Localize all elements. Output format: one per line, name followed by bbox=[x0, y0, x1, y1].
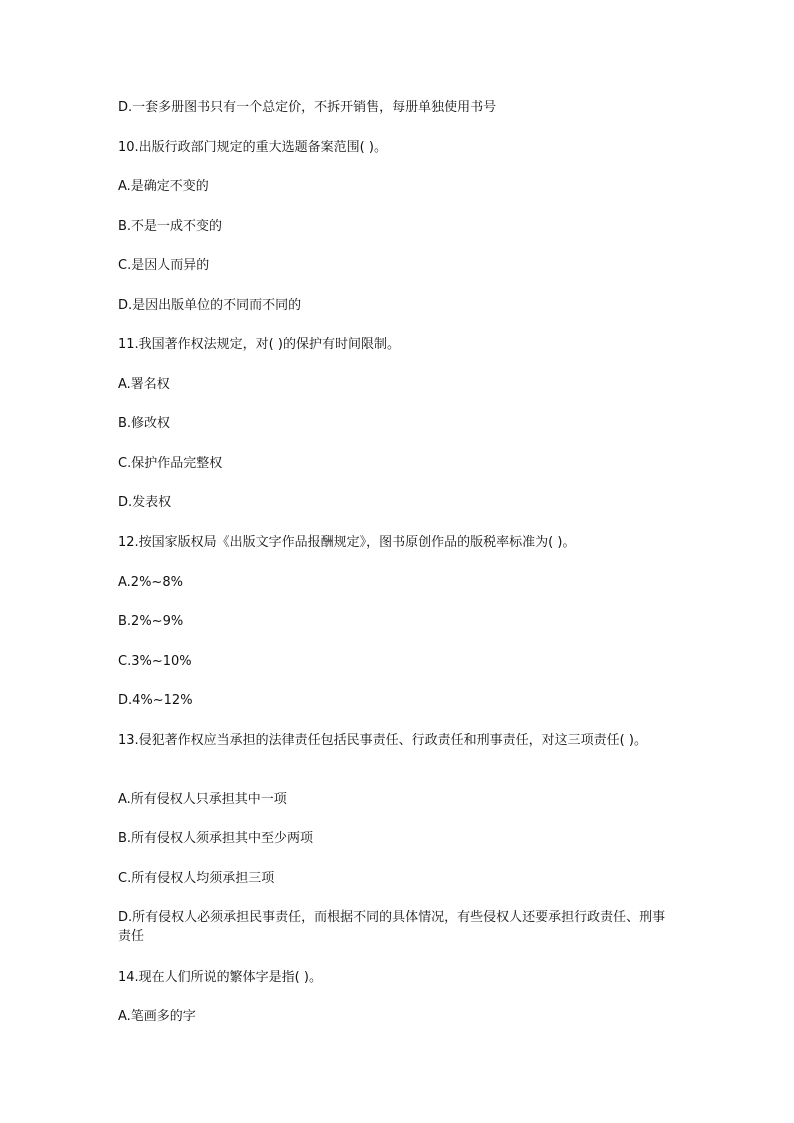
q11-option-c: C.保护作品完整权 bbox=[118, 456, 223, 471]
q13-option-a: A.所有侵权人只承担其中一项 bbox=[118, 792, 287, 807]
q14-question: 14.现在人们所说的繁体字是指( )。 bbox=[118, 970, 322, 985]
q10-option-a: A.是确定不变的 bbox=[118, 179, 209, 194]
q11-option-b: B.修改权 bbox=[118, 416, 171, 431]
q13-question: 13.侵犯著作权应当承担的法律责任包括民事责任、行政责任和刑事责任，对这三项责任( )。 bbox=[118, 733, 647, 748]
q13-option-d: D.所有侵权人必须承担民事责任，而根据不同的具体情况，有些侵权人还要承担行政责任、刑事责任 bbox=[118, 910, 666, 944]
q14-option-a: A.笔画多的字 bbox=[118, 1009, 196, 1024]
q11-option-d: D.发表权 bbox=[118, 495, 172, 510]
q12-question: 12.按国家版权局《出版文字作品报酬规定》，图书原创作品的版税率标准为( )。 bbox=[118, 535, 576, 550]
q13-option-c: C.所有侵权人均须承担三项 bbox=[118, 871, 275, 886]
q12-option-d: D.4%~12% bbox=[118, 693, 193, 708]
q10-question: 10.出版行政部门规定的重大选题备案范围( )。 bbox=[118, 140, 387, 155]
q12-option-a: A.2%~8% bbox=[118, 575, 183, 590]
q10-option-b: B.不是一成不变的 bbox=[118, 219, 223, 234]
q11-question: 11.我国著作权法规定，对( )的保护有时间限制。 bbox=[118, 337, 400, 352]
q13-option-b: B.所有侵权人须承担其中至少两项 bbox=[118, 831, 314, 846]
q9-option-d: D.一套多册图书只有一个总定价，不拆开销售，每册单独使用书号 bbox=[118, 100, 497, 115]
q12-option-b: B.2%~9% bbox=[118, 614, 184, 629]
q11-option-a: A.署名权 bbox=[118, 377, 170, 392]
q10-option-c: C.是因人而异的 bbox=[118, 258, 210, 273]
q12-option-c: C.3%~10% bbox=[118, 654, 192, 669]
q10-option-d: D.是因出版单位的不同而不同的 bbox=[118, 298, 302, 313]
